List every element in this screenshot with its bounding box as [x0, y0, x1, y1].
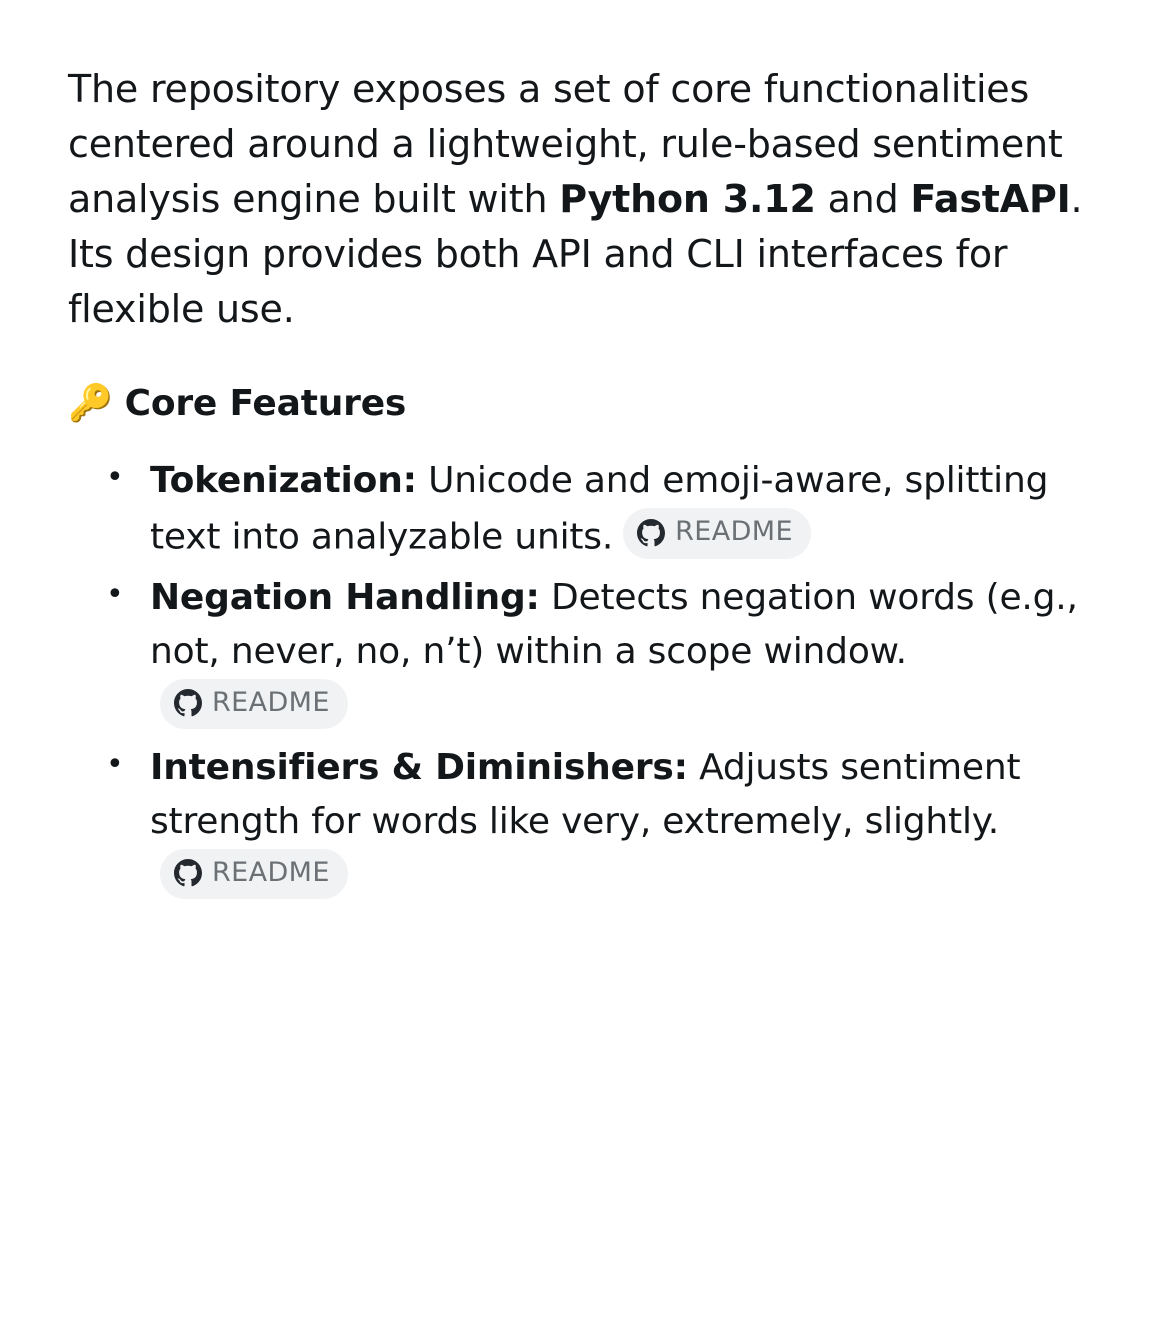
- intro-text-2: and: [815, 177, 911, 222]
- citation-label: README: [212, 856, 330, 888]
- intro-bold-fastapi: FastAPI: [910, 177, 1071, 222]
- github-icon: [174, 689, 202, 717]
- citation-label: README: [212, 686, 330, 718]
- citation-label: README: [675, 516, 793, 548]
- feature-body: Unicode and emoji-aware, splitting text into analyzable units.: [150, 460, 1049, 558]
- intro-text-3: . Its design provides both API and CLI interfaces for flexible use.: [68, 177, 1083, 332]
- feature-title: Intensifiers & Diminishers:: [150, 746, 688, 788]
- citation-chip[interactable]: [623, 508, 811, 559]
- github-icon: [174, 859, 202, 887]
- list-item: [98, 571, 1098, 735]
- intro-paragraph: [68, 62, 1098, 337]
- intro-bold-python: Python 3.12: [559, 177, 816, 222]
- core-features-list: [68, 454, 1098, 905]
- feature-body: Adjusts sentiment strength for words like very, extremely, slightly.: [150, 746, 1021, 842]
- citation-chip[interactable]: [160, 849, 348, 900]
- key-icon: 🔑: [68, 382, 113, 424]
- github-icon: [637, 519, 665, 547]
- feature-body: Detects negation words (e.g., not, never, no, n’t) within a scope window.: [150, 576, 1078, 672]
- list-item: [98, 454, 1098, 564]
- intro-text-1: The repository exposes a set of core functionalities centered around a lightweight, rule-based sentiment analysis engine built with: [68, 67, 1063, 222]
- list-item: [98, 741, 1098, 905]
- section-heading-core-features: [68, 383, 1098, 424]
- feature-title: Tokenization:: [150, 460, 417, 502]
- feature-title: Negation Handling:: [150, 576, 540, 618]
- citation-chip[interactable]: [160, 679, 348, 730]
- section-heading-label: Core Features: [124, 383, 407, 425]
